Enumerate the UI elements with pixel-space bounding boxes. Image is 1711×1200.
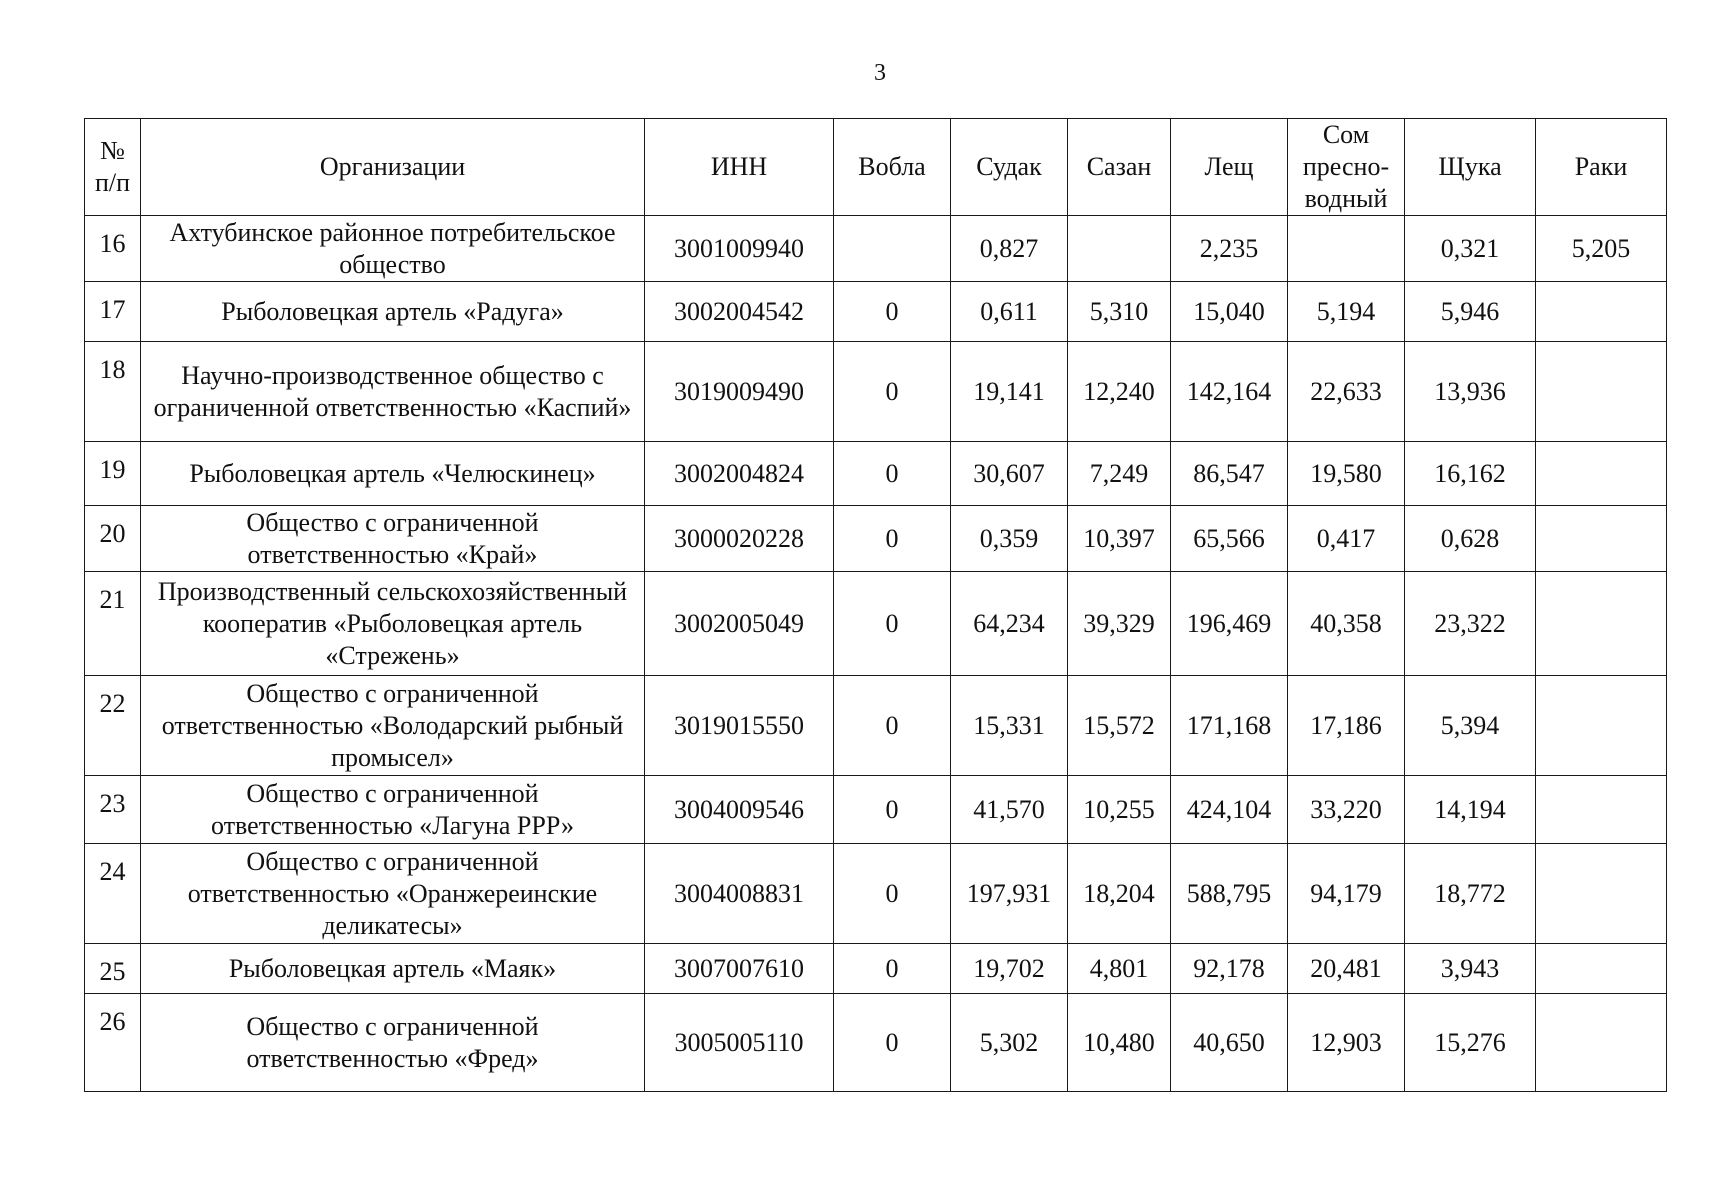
shchuka-value: 3,943 (1405, 944, 1536, 994)
sazan-value: 15,572 (1068, 676, 1171, 776)
vobla-value: 0 (834, 342, 951, 442)
organization-name: Общество с ограниченной ответственностью «Лагуна РРР» (141, 776, 645, 844)
raki-value (1536, 944, 1667, 994)
header-som: Сом пресно-водный (1288, 119, 1405, 216)
leshch-value: 65,566 (1171, 506, 1288, 572)
header-leshch: Лещ (1171, 119, 1288, 216)
raki-value (1536, 506, 1667, 572)
organization-name: Рыболовецкая артель «Радуга» (141, 282, 645, 342)
table-row (85, 506, 1667, 572)
header-inn: ИНН (645, 119, 834, 216)
shchuka-value: 13,936 (1405, 342, 1536, 442)
raki-value (1536, 844, 1667, 944)
shchuka-value: 5,394 (1405, 676, 1536, 776)
inn-value: 3004009546 (645, 776, 834, 844)
vobla-value: 0 (834, 282, 951, 342)
organization-name: Общество с ограниченной ответственностью «Край» (141, 506, 645, 572)
header-raki: Раки (1536, 119, 1667, 216)
raki-value (1536, 776, 1667, 844)
organization-name: Общество с ограниченной ответственностью «Оранжереинские деликатесы» (141, 844, 645, 944)
organization-name: Ахтубинское районное потребительское общество (141, 216, 645, 282)
vobla-value: 0 (834, 676, 951, 776)
sazan-value: 18,204 (1068, 844, 1171, 944)
vobla-value: 0 (834, 506, 951, 572)
table-row (85, 676, 1667, 776)
sudak-value: 19,702 (951, 944, 1068, 994)
leshch-value: 15,040 (1171, 282, 1288, 342)
sazan-value: 10,397 (1068, 506, 1171, 572)
shchuka-value: 15,276 (1405, 994, 1536, 1092)
row-number: 24 (85, 844, 141, 944)
som-value: 5,194 (1288, 282, 1405, 342)
table-row (85, 944, 1667, 994)
inn-value: 3004008831 (645, 844, 834, 944)
leshch-value: 196,469 (1171, 572, 1288, 676)
row-number: 17 (85, 282, 141, 342)
organization-name: Общество с ограниченной ответственностью «Фред» (141, 994, 645, 1092)
table-row (85, 994, 1667, 1092)
organization-name: Рыболовецкая артель «Челюскинец» (141, 442, 645, 506)
som-value: 22,633 (1288, 342, 1405, 442)
inn-value: 3001009940 (645, 216, 834, 282)
table-row (85, 342, 1667, 442)
row-number: 19 (85, 442, 141, 506)
table-row (85, 282, 1667, 342)
shchuka-value: 23,322 (1405, 572, 1536, 676)
raki-value (1536, 994, 1667, 1092)
sudak-value: 15,331 (951, 676, 1068, 776)
vobla-value: 0 (834, 776, 951, 844)
organization-name: Научно-производственное общество с ограниченной ответственностью «Каспий» (141, 342, 645, 442)
sazan-value: 12,240 (1068, 342, 1171, 442)
sudak-value: 19,141 (951, 342, 1068, 442)
sazan-value (1068, 216, 1171, 282)
som-value: 33,220 (1288, 776, 1405, 844)
inn-value: 3007007610 (645, 944, 834, 994)
sudak-value: 0,827 (951, 216, 1068, 282)
som-value: 17,186 (1288, 676, 1405, 776)
row-number: 26 (85, 994, 141, 1092)
sudak-value: 0,611 (951, 282, 1068, 342)
sazan-value: 5,310 (1068, 282, 1171, 342)
inn-value: 3002005049 (645, 572, 834, 676)
leshch-value: 424,104 (1171, 776, 1288, 844)
header-sudak: Судак (951, 119, 1068, 216)
organization-name: Производственный сельскохозяйственный кооператив «Рыболовецкая артель «Стрежень» (141, 572, 645, 676)
raki-value (1536, 676, 1667, 776)
header-num: № п/п (85, 119, 141, 216)
table-row (85, 844, 1667, 944)
sazan-value: 4,801 (1068, 944, 1171, 994)
raki-value (1536, 342, 1667, 442)
inn-value: 3005005110 (645, 994, 834, 1092)
table-row (85, 572, 1667, 676)
organization-name: Рыболовецкая артель «Маяк» (141, 944, 645, 994)
sazan-value: 10,255 (1068, 776, 1171, 844)
inn-value: 3002004542 (645, 282, 834, 342)
vobla-value: 0 (834, 944, 951, 994)
shchuka-value: 16,162 (1405, 442, 1536, 506)
som-value: 0,417 (1288, 506, 1405, 572)
row-number: 25 (85, 944, 141, 994)
sudak-value: 30,607 (951, 442, 1068, 506)
som-value: 40,358 (1288, 572, 1405, 676)
som-value: 12,903 (1288, 994, 1405, 1092)
table-header (85, 119, 1667, 216)
leshch-value: 142,164 (1171, 342, 1288, 442)
sudak-value: 0,359 (951, 506, 1068, 572)
leshch-value: 40,650 (1171, 994, 1288, 1092)
table-row (85, 442, 1667, 506)
leshch-value: 171,168 (1171, 676, 1288, 776)
sudak-value: 5,302 (951, 994, 1068, 1092)
raki-value (1536, 572, 1667, 676)
row-number: 23 (85, 776, 141, 844)
inn-value: 3002004824 (645, 442, 834, 506)
vobla-value (834, 216, 951, 282)
page-number: 3 (874, 60, 886, 86)
inn-value: 3019015550 (645, 676, 834, 776)
vobla-value: 0 (834, 442, 951, 506)
som-value: 94,179 (1288, 844, 1405, 944)
organization-name: Общество с ограниченной ответственностью «Володарский рыбный промысел» (141, 676, 645, 776)
row-number: 16 (85, 216, 141, 282)
vobla-value: 0 (834, 844, 951, 944)
header-sazan: Сазан (1068, 119, 1171, 216)
leshch-value: 92,178 (1171, 944, 1288, 994)
inn-value: 3019009490 (645, 342, 834, 442)
shchuka-value: 0,628 (1405, 506, 1536, 572)
sudak-value: 197,931 (951, 844, 1068, 944)
raki-value (1536, 442, 1667, 506)
shchuka-value: 0,321 (1405, 216, 1536, 282)
table-row (85, 776, 1667, 844)
inn-value: 3000020228 (645, 506, 834, 572)
table-row (85, 216, 1667, 282)
som-value: 20,481 (1288, 944, 1405, 994)
sudak-value: 64,234 (951, 572, 1068, 676)
table-body (85, 216, 1667, 1092)
quota-table (84, 118, 1667, 1092)
sudak-value: 41,570 (951, 776, 1068, 844)
raki-value: 5,205 (1536, 216, 1667, 282)
sazan-value: 39,329 (1068, 572, 1171, 676)
som-value: 19,580 (1288, 442, 1405, 506)
leshch-value: 2,235 (1171, 216, 1288, 282)
row-number: 18 (85, 342, 141, 442)
row-number: 21 (85, 572, 141, 676)
shchuka-value: 18,772 (1405, 844, 1536, 944)
header-shchuka: Щука (1405, 119, 1536, 216)
sazan-value: 7,249 (1068, 442, 1171, 506)
raki-value (1536, 282, 1667, 342)
shchuka-value: 14,194 (1405, 776, 1536, 844)
leshch-value: 588,795 (1171, 844, 1288, 944)
row-number: 22 (85, 676, 141, 776)
sazan-value: 10,480 (1068, 994, 1171, 1092)
shchuka-value: 5,946 (1405, 282, 1536, 342)
row-number: 20 (85, 506, 141, 572)
som-value (1288, 216, 1405, 282)
header-vobla: Вобла (834, 119, 951, 216)
vobla-value: 0 (834, 572, 951, 676)
header-organization: Организации (141, 119, 645, 216)
leshch-value: 86,547 (1171, 442, 1288, 506)
vobla-value: 0 (834, 994, 951, 1092)
